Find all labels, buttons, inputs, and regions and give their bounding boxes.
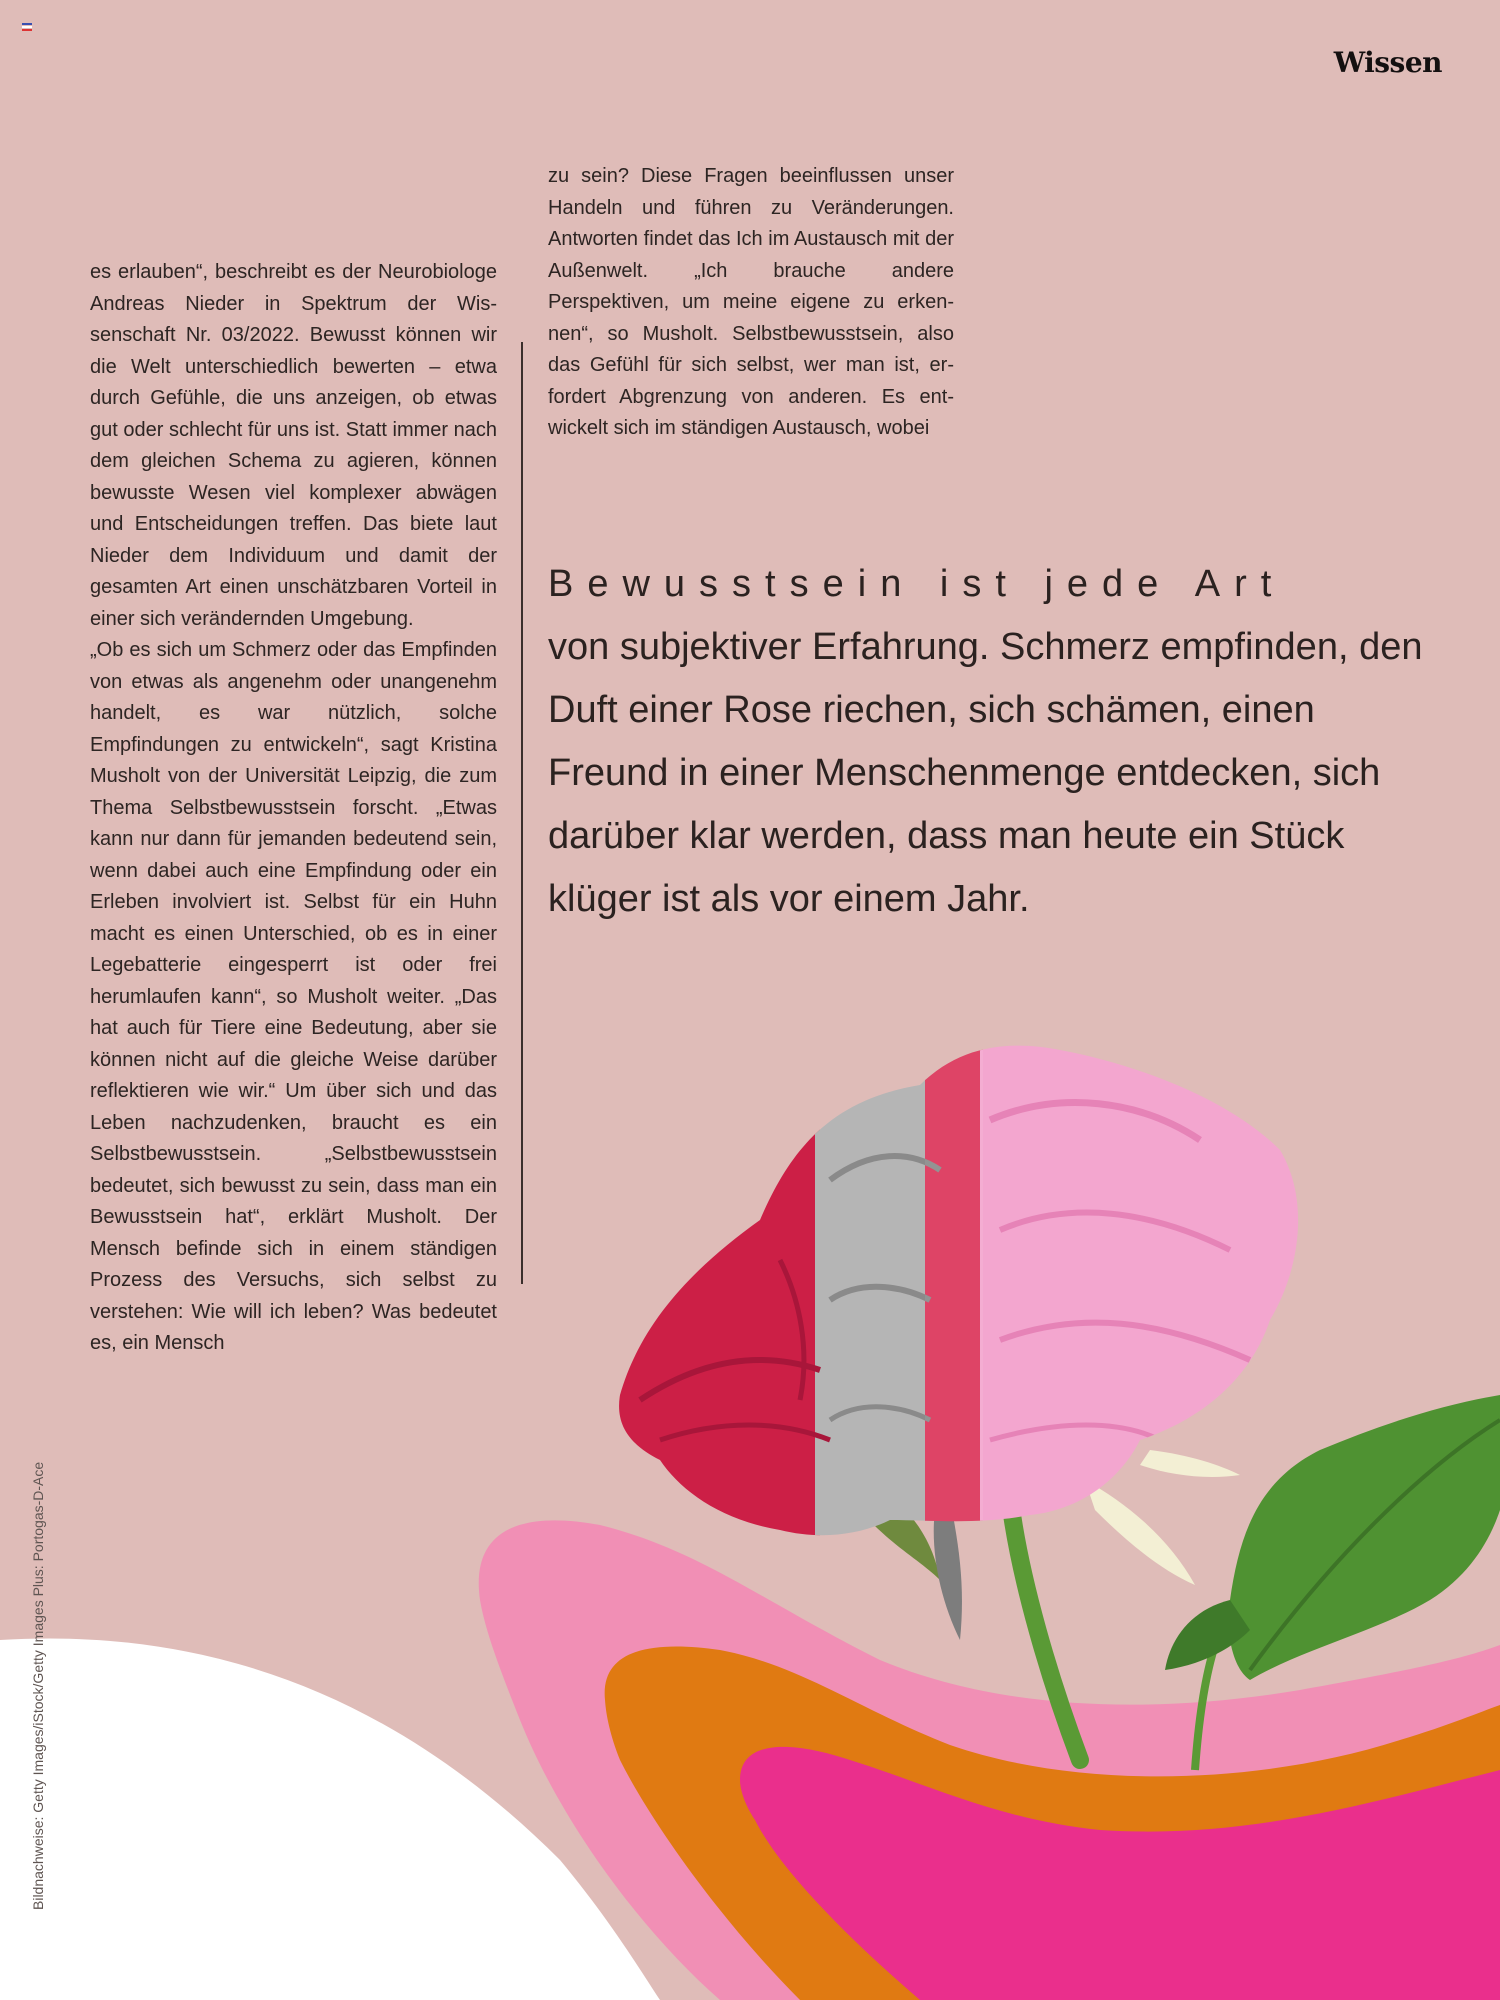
article-column-right	[548, 161, 954, 445]
article-column-left	[90, 257, 497, 1360]
rose-head	[600, 1030, 1320, 1540]
image-credit: Bildnachweise: Getty Images/iStock/Getty Images Plus: Portogas-D-Ace	[30, 1461, 46, 1910]
pull-quote-body: von subjektiver Erfahrung. Schmerz empfinden, den Duft einer Rose riechen, sich schämen, einen Freund in einer Menschenmenge entdecken, sich darüber klar werden, dass man heute ein Stück klüger ist als vor einem Jahr.	[548, 626, 1423, 920]
pull-quote-lead: Bewusstsein ist jede Art	[548, 563, 1286, 605]
section-label: Wissen	[1333, 46, 1442, 79]
pull-quote	[548, 553, 1428, 931]
flag-icon	[22, 23, 32, 31]
article-text-left: es erlauben“, beschreibt es der Neurobiologe Andreas Nieder in Spektrum der Wissenschaft Nr. 03/2022. Bewusst können wir die Welt unterschiedlich bewerten – etwa durch Gefühle, die uns anzeigen, ob etwas gut oder schlecht für uns ist. Statt immer nach dem gleichen Schema zu agieren, können bewusste Wesen viel komplexer abwägen und Entscheidungen treffen. Das biete laut Nieder dem Individuum und damit der gesamten Art einen unschätzbaren Vorteil in einer sich verändernden Umgebung. „Ob es sich um Schmerz oder das Empfinden von etwas als angenehm oder unangenehm handelt, es war nützlich, solche Empfindungen zu entwickeln“, sagt Kristina Musholt von der Universität Leipzig, die zum Thema Selbstbewusstsein forscht. „Etwas kann nur dann für jemanden bedeutend sein, wenn dabei auch eine Empfindung oder ein Erleben involviert ist. Selbst für ein Huhn macht es einen Unterschied, ob es in einer Legebatterie eingesperrt ist oder frei herumlaufen kann“, so Musholt weiter. „Das hat auch für Tiere eine Bedeutung, aber sie können nicht auf die gleiche Weise darüber reflektieren wie wir.“ Um über sich und das Leben nachzudenken, braucht es ein Selbstbewusstsein. „Selbstbewusstsein bedeutet, sich bewusst zu sein, dass man ein Bewusstsein hat“, erklärt Musholt. Der Mensch befinde sich in einem ständigen Prozess des Versuchs, sich selbst zu verstehen: Wie will ich leben? Was bedeutet es, ein Mensch	[90, 261, 497, 1354]
rose-leaf	[1165, 1395, 1500, 1680]
article-text-right: zu sein? Diese Fragen beeinflussen unser Handeln und führen zu Veränderungen. Antworten findet das Ich im Austausch mit der Außenwelt. „Ich brauche andere Perspektiven, um meine eigene zu erkennen“, so Musholt. Selbstbewusstsein, also das Gefühl für sich selbst, wer man ist, erfordert Abgrenzung von anderen. Es entwickelt sich im ständigen Austausch, wobei	[548, 165, 954, 439]
column-divider	[521, 342, 523, 1284]
